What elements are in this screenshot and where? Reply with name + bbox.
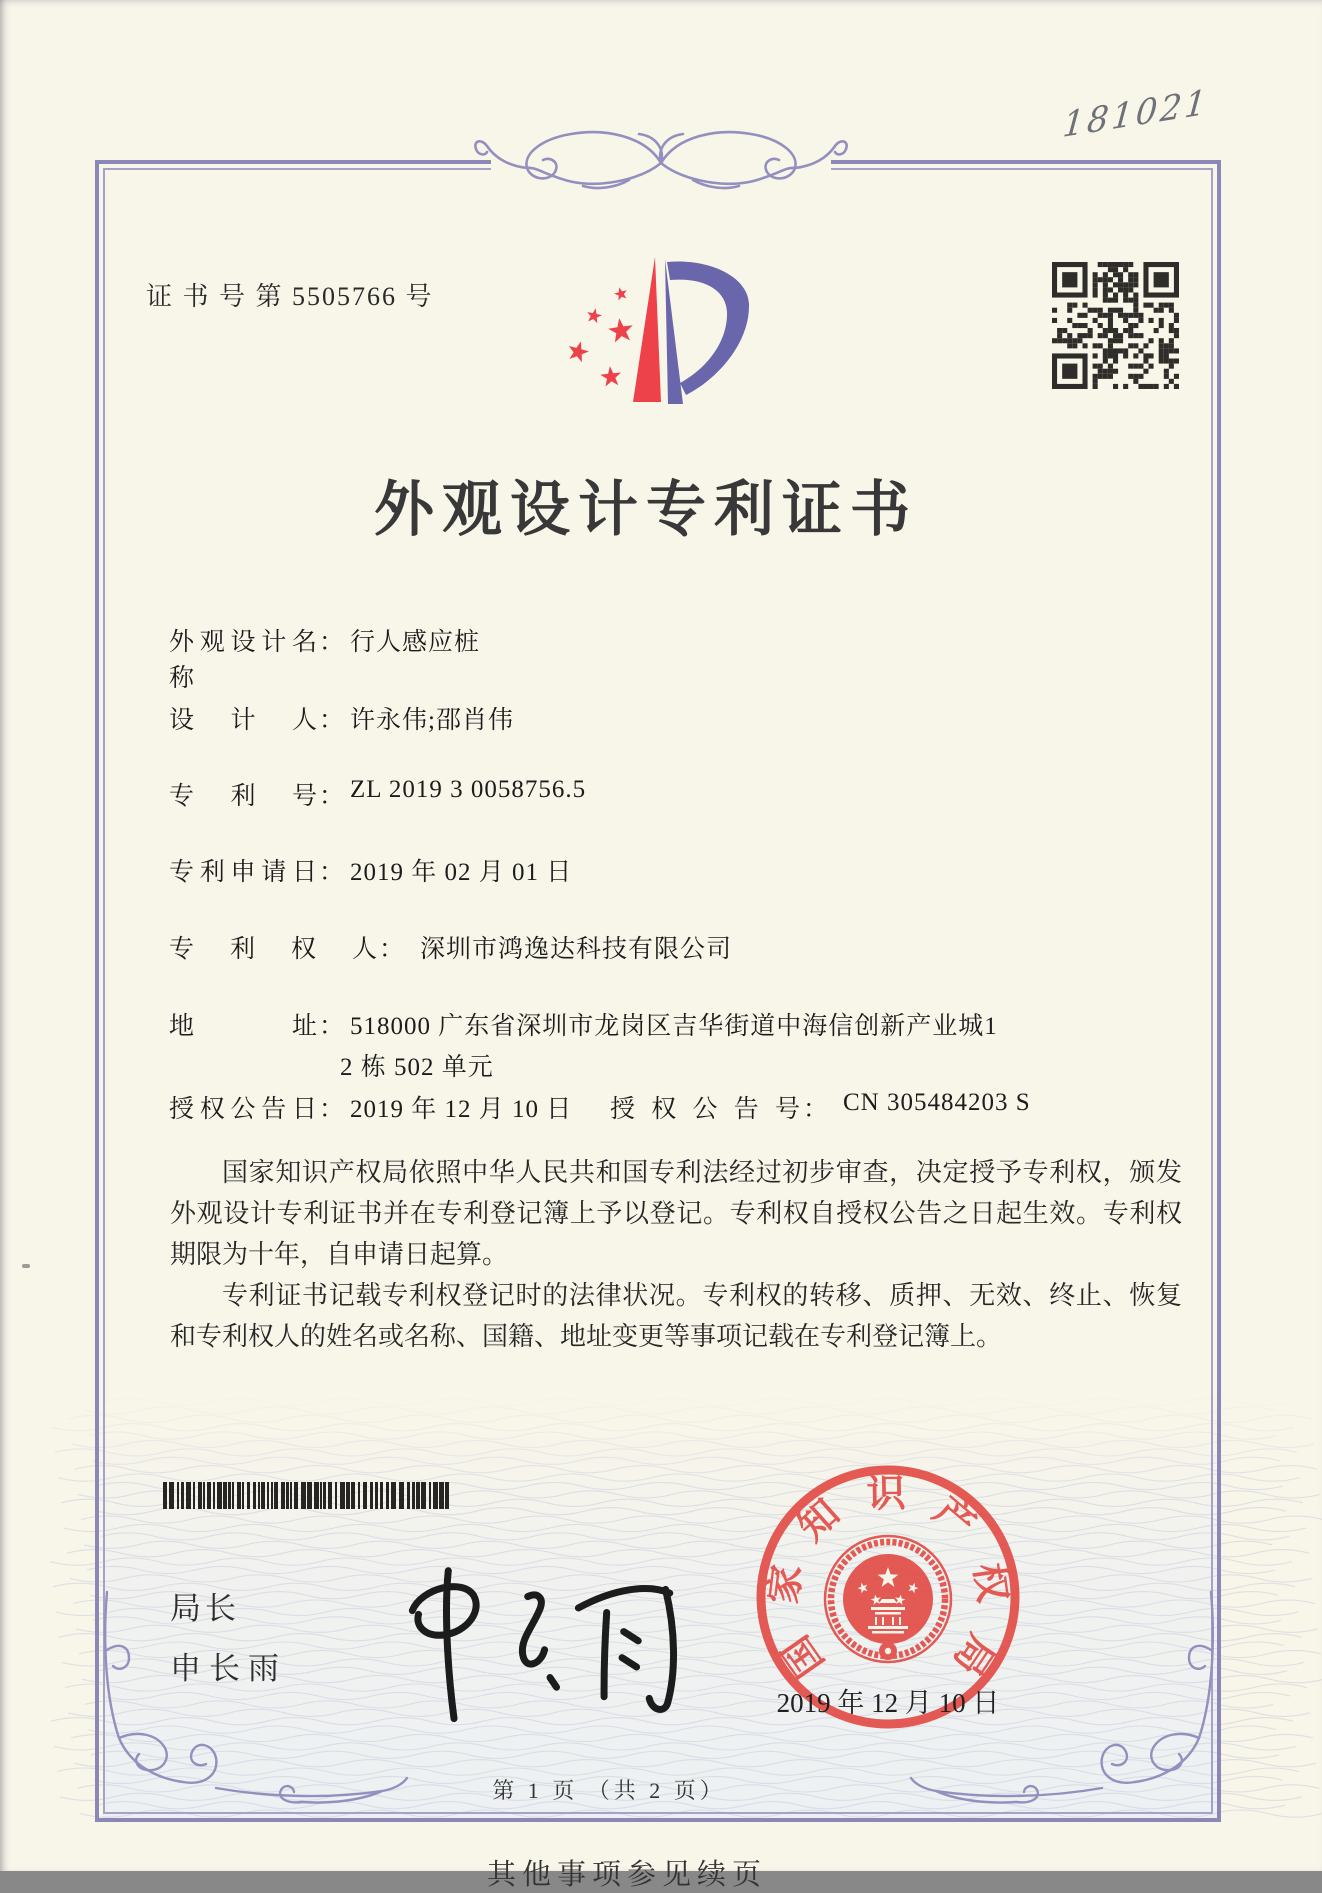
- seal-date: 2019 年 12 月 10 日: [776, 1688, 1000, 1718]
- legal-paragraph-1: 国家知识产权局依照中华人民共和国专利法经过初步审查，决定授予专利权，颁发外观设计专利证书并在专利登记簿上予以登记。专利权自授权公告之日起生效。专利权期限为十年，自申请日起算。: [170, 1158, 1182, 1269]
- certificate-title: 外观设计专利证书: [374, 477, 918, 543]
- field-value: 2019 年 12 月 10 日: [350, 1096, 573, 1123]
- barcode: [163, 1482, 451, 1509]
- handwritten-signature: [376, 1544, 705, 1736]
- svg-text:局: 局: [944, 1626, 1003, 1683]
- scan-artifact-dot: [22, 1264, 30, 1268]
- top-border-ornament: [455, 118, 867, 208]
- field-label: 外观设计名称: [169, 629, 317, 692]
- field-filing-date: 专利申请日： 2019 年 02 月 01 日: [169, 852, 1184, 894]
- page-number: 第 1 页 （共 2 页）: [492, 1778, 726, 1803]
- field-label: 地址: [169, 1013, 317, 1040]
- field-patentee: 专利权人： 深圳市鸿逸达科技有限公司: [169, 929, 1184, 971]
- chief-title: 局长: [170, 1591, 240, 1626]
- field-design-name: 外观设计名称： 行人感应桩: [169, 622, 1184, 664]
- svg-text:权: 权: [965, 1560, 1015, 1606]
- field-patent-number: 专利号： ZL 2019 3 0058756.5: [169, 776, 587, 810]
- field-label: 授权公告日: [169, 1096, 317, 1123]
- handwritten-number: 181021: [1061, 81, 1211, 147]
- chief-name: 申长雨: [170, 1651, 287, 1686]
- cutoff-next-page-text: 其他事项参见续页: [487, 1859, 768, 1891]
- field-value: 深圳市鸿逸达科技有限公司: [420, 936, 733, 963]
- field-value: 行人感应桩: [350, 629, 481, 656]
- field-value: 许永伟;邵肖伟: [350, 707, 514, 734]
- field-label: 专利权人: [169, 936, 377, 963]
- field-grant-date-and-number: 授权公告日： 2019 年 12 月 10 日 授权公告号 ： CN 305484203 S: [169, 1089, 1031, 1123]
- svg-text:知: 知: [790, 1491, 848, 1550]
- field-value: 518000 广东省深圳市龙岗区吉华街道中海信创新产业城1: [350, 1013, 998, 1040]
- svg-text:国: 国: [774, 1627, 833, 1685]
- field-designer: 设计人： 许永伟;邵肖伟: [169, 700, 1184, 742]
- field-label-grant-number: 授权公告号: [610, 1096, 800, 1123]
- legal-text: [170, 1152, 1182, 1357]
- cnipa-logo: [558, 252, 758, 412]
- svg-text:家: 家: [762, 1562, 810, 1607]
- svg-text:识: 识: [866, 1472, 907, 1516]
- field-label: 设计人: [169, 707, 317, 734]
- svg-text:产: 产: [925, 1489, 983, 1548]
- field-value-grant-number: CN 305484203 S: [843, 1089, 1031, 1116]
- field-value: 2019 年 02 月 01 日: [350, 859, 573, 886]
- qr-code: [1052, 262, 1179, 389]
- field-label: 专利号: [169, 783, 317, 810]
- legal-paragraph-2: 专利证书记载专利权登记时的法律状况。专利权的转移、质押、无效、终止、恢复和专利权人的姓名或名称、国籍、地址变更等事项记载在专利登记簿上。: [170, 1281, 1182, 1351]
- field-value-line2: 2 栋 502 单元: [340, 1054, 494, 1081]
- field-label: 专利申请日: [169, 859, 317, 886]
- certificate-number: 证 书 号 第 5505766 号: [146, 282, 434, 311]
- field-value: ZL 2019 3 0058756.5: [350, 776, 587, 803]
- field-address: 地址： 518000 广东省深圳市龙岗区吉华街道中海信创新产业城1 2 栋 502 单元: [169, 1006, 1184, 1090]
